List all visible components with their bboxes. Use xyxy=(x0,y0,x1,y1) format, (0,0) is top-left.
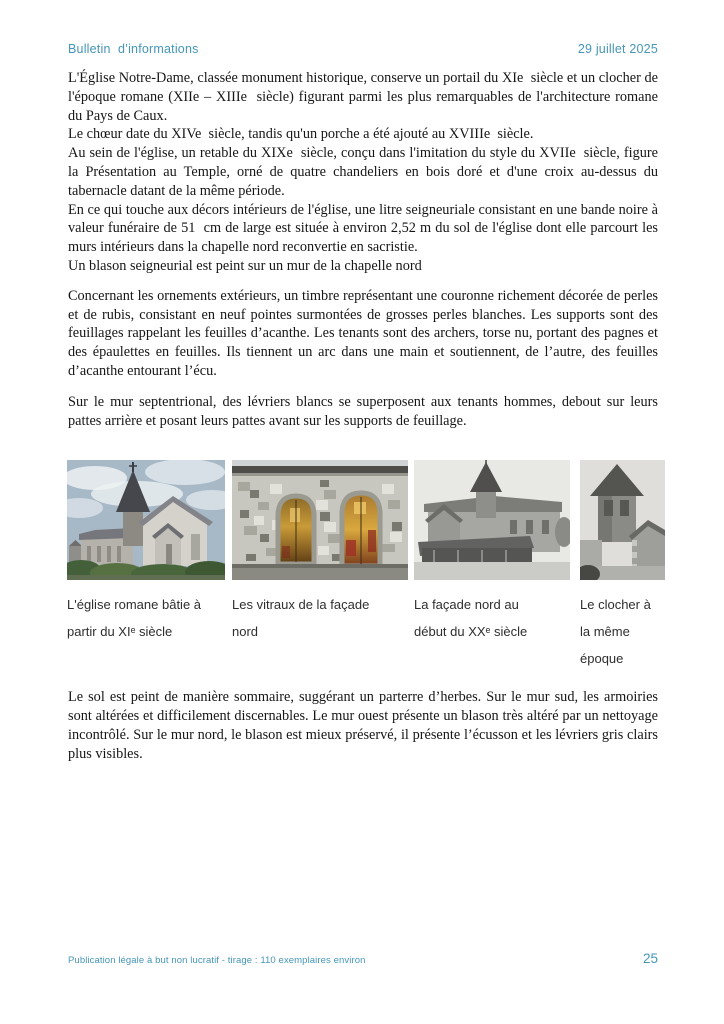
article-body xyxy=(68,69,658,430)
paragraph-blason-chapelle: Un blason seigneurial est peint sur un mur de la chapelle nord xyxy=(68,257,422,274)
figure-vitraux xyxy=(232,460,408,672)
page-content xyxy=(68,42,658,764)
paragraph-eglise-historique: L'Église Notre-Dame, classée monument historique, conserve un portail du XIe siècle et un clocher de l'époque romane (XIIe – XIIIe siècle) figurant parmi les plus remarquables de l'architecture romane du Pays de Caux. xyxy=(68,70,658,124)
figure-row xyxy=(67,460,658,672)
photo-north-facade-bw xyxy=(414,460,570,580)
issue-date: 29 juillet 2025 xyxy=(577,42,658,56)
article-body-continued xyxy=(68,688,658,763)
paragraph-retable: Au sein de l'église, un retable du XIXe siècle, conçu dans l'imitation du style du XVIIe siècle, figure la Présentation au Temple, orné de quatre chandeliers en bois doré et d'une croix au-dessus du tabernacle datant de la même période. xyxy=(68,145,658,199)
figure-caption-clocher: Le clocher à la même époque xyxy=(580,597,651,667)
bulletin-title: Bulletin d’informations xyxy=(68,42,199,56)
paragraph-ornements-exterieurs: Concernant les ornements extérieurs, un timbre représentant une couronne richement décorée de perles et de rubis, consistant en neuf pointes surmontées de grosses perles blanches. Les supports sont des feuillages rappelant les feuilles d’acanthe. Les tenants sont des archers, torse nu, portant des pagnes et des épaulettes en feuilles. Ils tiennent un arc dans une main et soutiennent, de l’autre, des feuilles d’acanthe entourant l’écu. xyxy=(68,287,658,379)
photo-stained-glass-windows xyxy=(232,460,408,580)
paragraph-etat-blasons: Le sol est peint de manière sommaire, suggérant un parterre d’herbes. Sur le mur sud, les armoiries sont altérées et difficilement discernables. Le mur ouest présente un blason très altéré par un nettoyage incontrôlé. Sur le mur nord, le blason est mieux préservé, il présente l’écusson et les lévriers gris clairs plus visibles. xyxy=(68,689,658,762)
paragraph-mur-septentrional: Sur le mur septentrional, des lévriers blancs se superposent aux tenants hommes, debout sur leurs pattes arrière et posant leurs pattes avant sur les supports de feuillage. xyxy=(68,393,658,429)
figure-caption-vitraux: Les vitraux de la façade nord xyxy=(232,597,370,640)
page-number: 25 xyxy=(642,951,658,966)
figure-caption-eglise-romane: L'église romane bâtie à partir du XIᵉ siècle xyxy=(67,597,202,640)
figure-clocher xyxy=(580,460,665,672)
publication-note: Publication légale à but non lucratif - tirage : 110 exemplaires environ xyxy=(68,955,366,966)
photo-bell-tower-bw xyxy=(580,460,665,580)
figure-caption-facade-nord: La façade nord au début du XXᵉ siècle xyxy=(414,597,528,640)
paragraph-litre-seigneuriale: En ce qui touche aux décors intérieurs de l'église, une litre seigneuriale consistant en une bande noire à valeur funéraire de 51 cm de large est située à environ 2,52 m du sol de l'église dont elle parcourt les murs intérieurs dans la chapelle nord reconvertie en sacristie. xyxy=(68,201,658,256)
figure-facade-nord xyxy=(414,460,570,672)
paragraph-choeur-porche: Le chœur date du XIVe siècle, tandis qu'un porche a été ajouté au XVIIIe siècle. xyxy=(68,126,534,143)
masthead xyxy=(68,42,658,56)
page-footer xyxy=(68,951,658,966)
photo-church-exterior-color xyxy=(67,460,225,580)
figure-eglise-romane xyxy=(67,460,225,672)
